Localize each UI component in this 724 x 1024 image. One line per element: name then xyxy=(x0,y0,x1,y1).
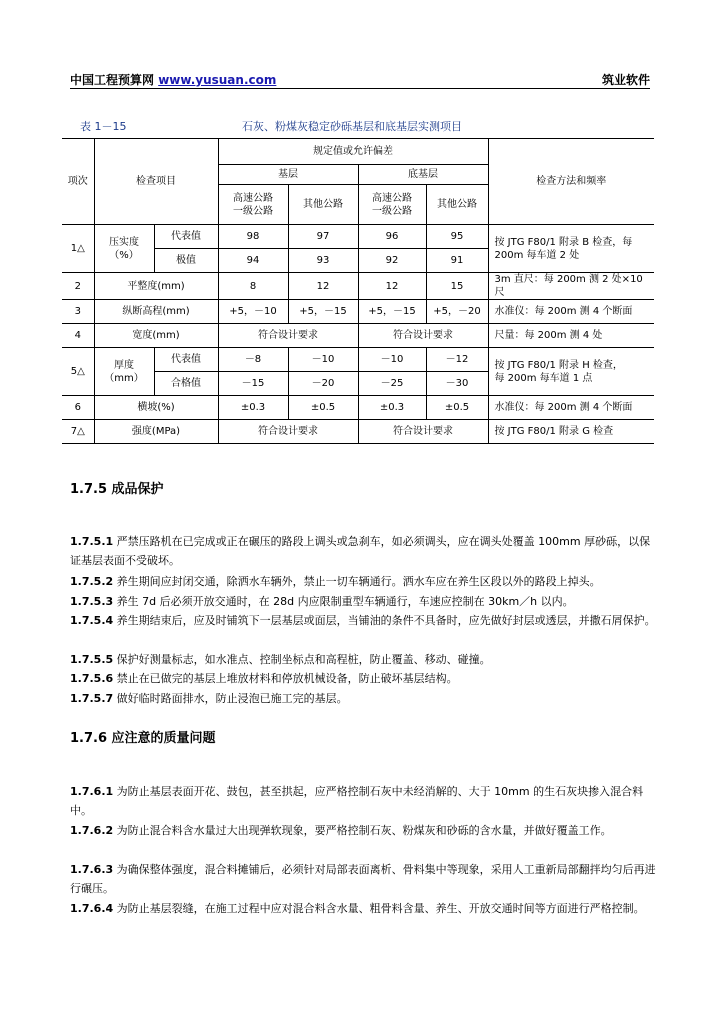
value-cell: +5，－10 xyxy=(218,300,288,324)
section-heading-1-7-6: 1.7.6 应注意的质量问题 xyxy=(70,731,216,746)
paragraph: 1.7.5.5 保护好测量标志，如水准点、控制坐标点和高程桩，防止覆盖、移动、碰撞。 xyxy=(70,653,491,666)
item-no: 2 xyxy=(62,273,94,300)
value-cell: ±0.3 xyxy=(218,396,288,420)
value-cell: 12 xyxy=(358,273,426,300)
item-no: 3 xyxy=(62,300,94,324)
item-name: 横坡(%) xyxy=(94,396,218,420)
method-cell: 水准仪：每 200m 测 4 个断面 xyxy=(488,396,654,420)
value-cell: 95 xyxy=(426,225,488,249)
paragraph: 1.7.6.1 为防止基层表面开花、鼓包，甚至拱起，应严格控制石灰中未经消解的、大于 10mm 的生石灰块掺入混合料中。 xyxy=(70,785,644,817)
site-url-link[interactable]: www.yusuan.com xyxy=(158,73,277,87)
value-cell: 94 xyxy=(218,249,288,273)
sub-item: 极值 xyxy=(154,249,218,273)
value-cell: 97 xyxy=(288,225,358,249)
table-row xyxy=(62,396,654,420)
method-cell: 水准仪：每 200m 测 4 个断面 xyxy=(488,300,654,324)
paragraph: 1.7.6.3 为确保整体强度，混合料摊铺后，必须针对局部表面离析、骨料集中等现象，采用人工重新局部翻拌均匀后再进行碾压。 xyxy=(70,863,656,895)
value-cell: 符合设计要求 xyxy=(218,324,358,348)
table-row xyxy=(62,420,654,444)
page-header xyxy=(70,70,650,89)
header-highway-base: 高速公路 一级公路 xyxy=(218,185,288,225)
item-name: 纵断高程(mm) xyxy=(94,300,218,324)
paragraph: 1.7.5.3 养生 7d 后必须开放交通时，在 28d 内应限制重型车辆通行，车速应控制在 30km／h 以内。 xyxy=(70,595,574,608)
table-row xyxy=(62,348,654,372)
value-cell: 8 xyxy=(218,273,288,300)
method-cell: 3m 直尺：每 200m 测 2 处×10 尺 xyxy=(488,273,654,300)
table-row xyxy=(62,324,654,348)
paragraph: 1.7.6.4 为防止基层裂缝，在施工过程中应对混合料含水量、粗骨料含量、养生、开放交通时间等方面进行严格控制。 xyxy=(70,902,645,915)
value-cell: ±0.5 xyxy=(426,396,488,420)
item-name: 压实度 （%） xyxy=(94,225,154,273)
value-cell: －30 xyxy=(426,372,488,396)
table-row xyxy=(62,273,654,300)
item-no: 5△ xyxy=(62,348,94,396)
item-no: 7△ xyxy=(62,420,94,444)
table-row xyxy=(62,300,654,324)
header-method: 检查方法和频率 xyxy=(488,139,654,225)
table-title: 石灰、粉煤灰稳定砂砾基层和底基层实测项目 xyxy=(242,120,462,133)
sub-item: 代表值 xyxy=(154,348,218,372)
sub-item: 合格值 xyxy=(154,372,218,396)
header-site xyxy=(70,71,276,88)
method-cell: 按 JTG F80/1 附录 G 检查 xyxy=(488,420,654,444)
value-cell: －10 xyxy=(288,348,358,372)
paragraph: 1.7.5.7 做好临时路面排水，防止浸泡已施工完的基层。 xyxy=(70,692,348,705)
value-cell: －25 xyxy=(358,372,426,396)
value-cell: +5，－15 xyxy=(358,300,426,324)
paragraph: 1.7.5.2 养生期间应封闭交通，除洒水车辆外，禁止一切车辆通行。洒水车应在养生区段以外的路段上掉头。 xyxy=(70,575,601,588)
paragraph: 1.7.5.4 养生期结束后，应及时铺筑下一层基层或面层，当铺油的条件不具备时，应先做好封层或透层，并撒石屑保护。 xyxy=(70,614,656,627)
method-cell: 按 JTG F80/1 附录 B 检查，每 200m 每车道 2 处 xyxy=(488,225,654,273)
value-cell: －20 xyxy=(288,372,358,396)
value-cell: －12 xyxy=(426,348,488,372)
value-cell: ±0.5 xyxy=(288,396,358,420)
value-cell: 93 xyxy=(288,249,358,273)
table-row xyxy=(62,225,654,249)
paragraph: 1.7.5.6 禁止在已做完的基层上堆放材料和停放机械设备，防止破坏基层结构。 xyxy=(70,672,458,685)
header-other-subbase: 其他公路 xyxy=(426,185,488,225)
header-base: 基层 xyxy=(218,165,358,185)
inspection-table xyxy=(62,138,654,444)
header-check-item: 检查项目 xyxy=(94,139,218,225)
header-other-base: 其他公路 xyxy=(288,185,358,225)
paragraph: 1.7.5.1 严禁压路机在已完成或正在碾压的路段上调头或急刹车，如必须调头，应在调头处覆盖 100mm 厚砂砾，以保证基层表面不受破坏。 xyxy=(70,535,651,567)
sub-item: 代表值 xyxy=(154,225,218,249)
value-cell: －10 xyxy=(358,348,426,372)
header-subbase: 底基层 xyxy=(358,165,488,185)
software-name: 筑业软件 xyxy=(601,73,650,87)
value-cell: 符合设计要求 xyxy=(358,420,488,444)
value-cell: +5，－15 xyxy=(288,300,358,324)
item-no: 6 xyxy=(62,396,94,420)
paragraph: 1.7.6.2 为防止混合料含水量过大出现弹软现象，要严格控制石灰、粉煤灰和砂砾的含水量，并做好覆盖工作。 xyxy=(70,824,612,837)
table-number: 表 1－15 xyxy=(80,120,127,133)
value-cell: －15 xyxy=(218,372,288,396)
value-cell: ±0.3 xyxy=(358,396,426,420)
header-item-no: 项次 xyxy=(62,139,94,225)
item-no: 1△ xyxy=(62,225,94,273)
value-cell: 92 xyxy=(358,249,426,273)
item-name: 强度(MPa) xyxy=(94,420,218,444)
method-cell: 按 JTG F80/1 附录 H 检查， 每 200m 每车道 1 点 xyxy=(488,348,654,396)
value-cell: 12 xyxy=(288,273,358,300)
item-name: 平整度(mm) xyxy=(94,273,218,300)
value-cell: 符合设计要求 xyxy=(358,324,488,348)
value-cell: 96 xyxy=(358,225,426,249)
value-cell: +5，－20 xyxy=(426,300,488,324)
header-highway-subbase: 高速公路 一级公路 xyxy=(358,185,426,225)
site-name: 中国工程预算网 xyxy=(70,73,155,87)
value-cell: 98 xyxy=(218,225,288,249)
item-name: 厚度 （mm） xyxy=(94,348,154,396)
value-cell: 15 xyxy=(426,273,488,300)
value-cell: 91 xyxy=(426,249,488,273)
value-cell: 符合设计要求 xyxy=(218,420,358,444)
method-cell: 尺量：每 200m 测 4 处 xyxy=(488,324,654,348)
value-cell: －8 xyxy=(218,348,288,372)
section-heading-1-7-5: 1.7.5 成品保护 xyxy=(70,482,164,497)
item-name: 宽度(mm) xyxy=(94,324,218,348)
header-allowed: 规定值或允许偏差 xyxy=(218,139,488,165)
item-no: 4 xyxy=(62,324,94,348)
